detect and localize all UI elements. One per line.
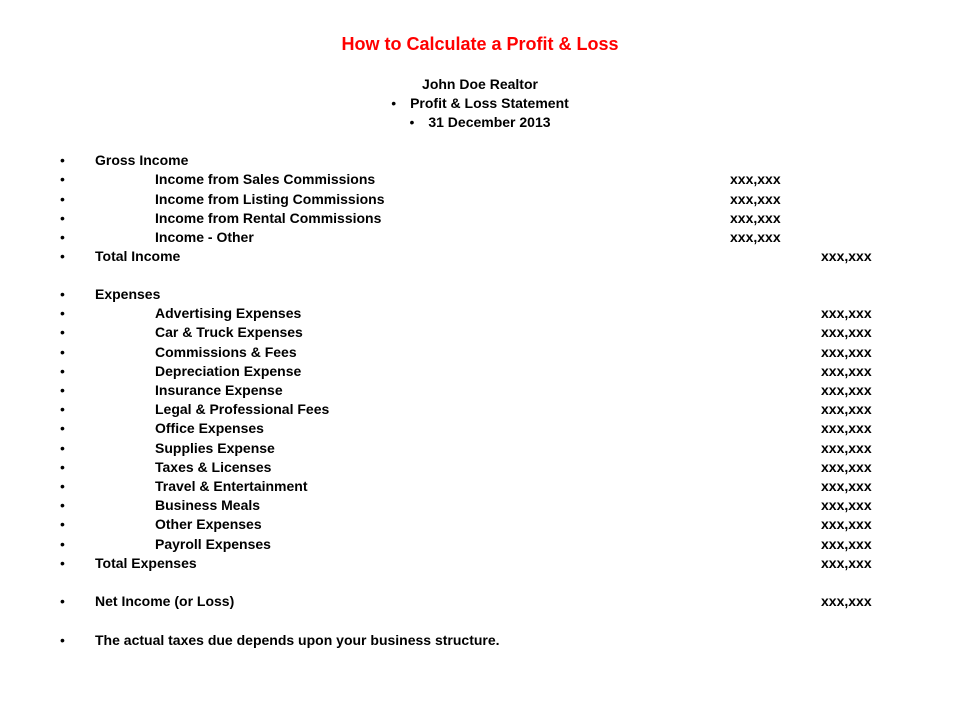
row-label: Advertising Expenses	[155, 305, 302, 321]
section-heading-gross-income	[0, 151, 960, 169]
row-amount: xxx,xxx	[821, 248, 872, 264]
bullet-icon: •	[60, 478, 65, 494]
row-label: Commissions & Fees	[155, 344, 297, 360]
row-label: Income - Other	[155, 229, 254, 245]
bullet-icon: •	[60, 152, 65, 168]
line-item-business-meals	[0, 496, 960, 514]
bullet-icon: •	[409, 114, 415, 130]
row-amount: xxx,xxx	[821, 516, 872, 532]
row-label: Office Expenses	[155, 420, 264, 436]
note-text: The actual taxes due depends upon your business structure.	[95, 632, 500, 648]
row-amount: xxx,xxx	[821, 497, 872, 513]
row-amount: xxx,xxx	[821, 593, 872, 609]
section-heading-expenses	[0, 285, 960, 303]
row-amount: xxx,xxx	[821, 324, 872, 340]
bullet-icon: •	[60, 363, 65, 379]
page-title: How to Calculate a Profit & Loss	[341, 34, 619, 54]
bullet-icon: •	[60, 382, 65, 398]
bullet-icon: •	[60, 516, 65, 532]
bullet-icon: •	[60, 593, 65, 609]
row-amount: xxx,xxx	[821, 459, 872, 475]
row-label: Other Expenses	[155, 516, 262, 532]
bullet-icon: •	[60, 497, 65, 513]
row-label: Taxes & Licenses	[155, 459, 272, 475]
row-label: Business Meals	[155, 497, 261, 513]
line-item-taxes-licenses	[0, 458, 960, 476]
line-item-travel-entertainment	[0, 477, 960, 495]
statement-company-name	[0, 75, 960, 93]
bullet-icon: •	[60, 191, 65, 207]
row-label: Payroll Expenses	[155, 536, 271, 552]
row-amount: xxx,xxx	[821, 344, 872, 360]
row-amount: xxx,xxx	[821, 401, 872, 417]
line-item-listing-commissions	[0, 190, 960, 208]
line-item-commissions-fees	[0, 343, 960, 361]
bullet-icon: •	[60, 401, 65, 417]
bullet-icon: •	[60, 440, 65, 456]
line-item-legal-professional	[0, 400, 960, 418]
line-item-rental-commissions	[0, 209, 960, 227]
bullet-icon: •	[60, 536, 65, 552]
line-item-car-truck	[0, 323, 960, 341]
total-expenses-row	[0, 554, 960, 572]
row-label: Car & Truck Expenses	[155, 324, 303, 340]
row-label: Expenses	[95, 286, 161, 302]
bullet-icon: •	[60, 171, 65, 187]
company-name-text: John Doe Realtor	[422, 76, 538, 92]
bullet-icon: •	[60, 248, 65, 264]
bullet-icon: •	[60, 210, 65, 226]
row-label: Total Income	[95, 248, 181, 264]
statement-type-text: Profit & Loss Statement	[410, 95, 569, 111]
row-label: Income from Listing Commissions	[155, 191, 385, 207]
row-label: Legal & Professional Fees	[155, 401, 330, 417]
row-amount: xxx,xxx	[730, 191, 781, 207]
bullet-icon: •	[60, 632, 65, 648]
total-income-row	[0, 247, 960, 265]
bullet-icon: •	[60, 459, 65, 475]
row-label: Insurance Expense	[155, 382, 283, 398]
line-item-insurance	[0, 381, 960, 399]
statement-date-line	[0, 113, 960, 131]
row-amount: xxx,xxx	[821, 555, 872, 571]
row-amount: xxx,xxx	[821, 305, 872, 321]
bullet-icon: •	[60, 305, 65, 321]
statement-date-text: 31 December 2013	[428, 114, 551, 130]
row-amount: xxx,xxx	[821, 420, 872, 436]
row-label: Total Expenses	[95, 555, 197, 571]
bullet-icon: •	[60, 344, 65, 360]
row-amount: xxx,xxx	[821, 363, 872, 379]
line-item-payroll	[0, 535, 960, 553]
statement-type-line	[0, 94, 960, 112]
row-amount: xxx,xxx	[821, 440, 872, 456]
row-amount: xxx,xxx	[821, 536, 872, 552]
line-item-advertising	[0, 304, 960, 322]
line-item-sales-commissions	[0, 170, 960, 188]
row-label: Gross Income	[95, 152, 189, 168]
row-label: Supplies Expense	[155, 440, 275, 456]
bullet-icon: •	[60, 229, 65, 245]
bullet-icon: •	[391, 95, 397, 111]
row-label: Travel & Entertainment	[155, 478, 308, 494]
line-item-depreciation	[0, 362, 960, 380]
line-item-income-other	[0, 228, 960, 246]
bullet-icon: •	[60, 555, 65, 571]
net-income-row	[0, 592, 960, 610]
bullet-icon: •	[60, 324, 65, 340]
line-item-other-expenses	[0, 515, 960, 533]
row-amount: xxx,xxx	[730, 229, 781, 245]
row-amount: xxx,xxx	[821, 478, 872, 494]
row-amount: xxx,xxx	[730, 171, 781, 187]
taxes-note	[0, 631, 960, 649]
row-label: Depreciation Expense	[155, 363, 302, 379]
bullet-icon: •	[60, 420, 65, 436]
row-label: Income from Rental Commissions	[155, 210, 382, 226]
row-amount: xxx,xxx	[821, 382, 872, 398]
line-item-office	[0, 419, 960, 437]
row-label: Income from Sales Commissions	[155, 171, 376, 187]
row-amount: xxx,xxx	[730, 210, 781, 226]
row-label: Net Income (or Loss)	[95, 593, 235, 609]
line-item-supplies	[0, 439, 960, 457]
bullet-icon: •	[60, 286, 65, 302]
